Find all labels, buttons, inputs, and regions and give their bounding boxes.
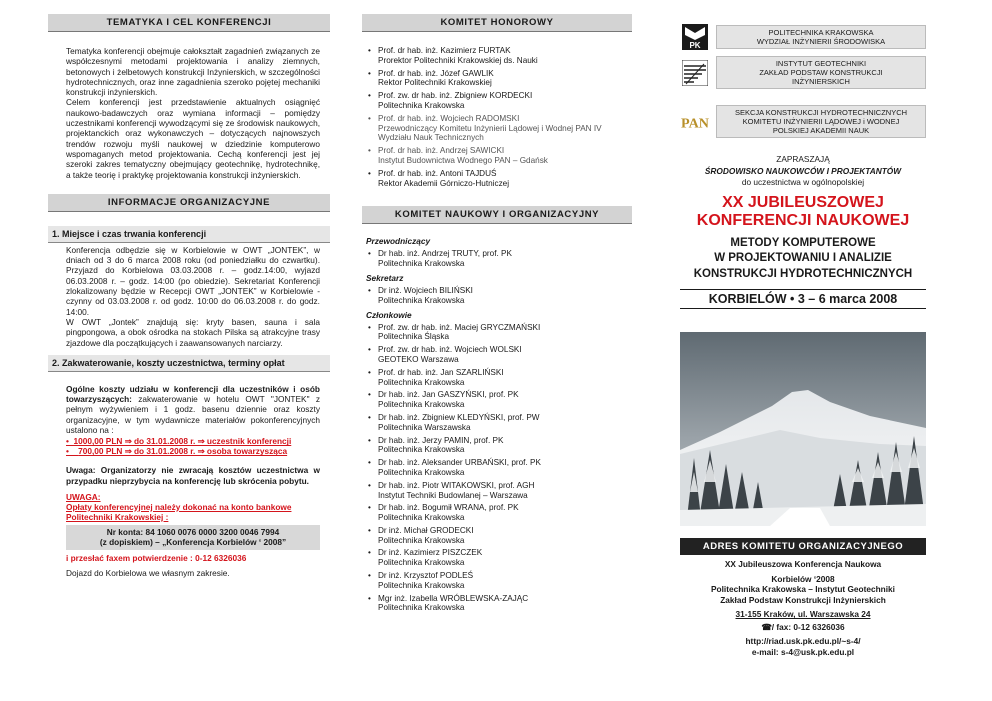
member-affiliation: Przewodniczący Komitetu Inżynierii Lądowej i Wodnej PAN IV Wydziału Nauk Technicznych (378, 123, 602, 143)
topic-line-3: KONSTRUKCJI HYDROTECHNICZNYCH (693, 267, 913, 280)
winter-landscape-photo (680, 332, 926, 526)
honor-committee-list (362, 46, 632, 188)
org-pan-text: SEKCJA KONSTRUKCJI HYDROTECHNICZNYCH KOMITETU INŻYNIERII LĄDOWEJ i WODNEJ POLSKIEJ AKADEMII NAUK (716, 105, 926, 138)
committee-member (366, 458, 632, 478)
fee-participant: • 1000,00 PLN ⇒ do 31.01.2008 r. ⇒ uczestnik konferencji (66, 436, 292, 447)
svg-text:PK: PK (689, 41, 701, 50)
committee-member (366, 436, 632, 456)
member-name: • Dr inż. Krzysztof PODLEŚ (378, 571, 474, 581)
committee-member (366, 46, 632, 66)
committee-member (366, 413, 632, 433)
costs-bold: Ogólne koszty udziału w konferencji dla uczestników i osób towarzyszących: (66, 383, 320, 405)
org-pk-text: POLITECHNIKA KRAKOWSKA WYDZIAŁ INŻYNIERII ŚRODOWISKA (716, 25, 926, 49)
section-1-paragraph-1: Konferencja odbędzie się w Korbielowie w OWT „JONTEK”, w dniach od 3 do 6 marca 2008 roku (od poniedziałku do czwartku). Przyjazd do Korbielowa 03.03.2008 r. – godz.14:00, wyjazd 06.03.2008 r. – godz. 14:00 (po obiedzie). Sekretariat Konferencji zlokalizowany będzie w Recepcji OWT „JONTEK” w Korbielowie - czynny od 03.03.2008 r. od godz. 10:00 do 06.03.2008 r. do godz. 14:00. (66, 244, 320, 317)
fee-list (66, 436, 320, 456)
member-affiliation: Politechnika Krakowska (378, 259, 465, 269)
member-name: • Prof. dr hab. inż. Józef GAWLIK (378, 68, 494, 78)
member-affiliation: Politechnika Krakowska (378, 100, 465, 110)
conference-title-1: XX JUBILEUSZOWEJ (722, 193, 884, 211)
fee-companion: • 700,00 PLN ⇒ do 31.01.2008 r. ⇒ osoba towarzysząca (66, 446, 288, 457)
member-name: • Prof. dr hab. inż. Antoni TAJDUŚ (378, 168, 497, 178)
org-geotech-text: INSTYTUT GEOTECHNIKI ZAKŁAD PODSTAW KONSTRUKCJI INŻYNIERSKICH (716, 56, 926, 89)
secretary-label: Sekretarz (366, 272, 404, 283)
committee-member (366, 286, 632, 306)
chair-list (366, 249, 632, 269)
member-affiliation: Politechnika Krakowska (378, 513, 465, 523)
pk-logo-icon (682, 24, 708, 50)
member-affiliation: Politechnika Warszawska (378, 422, 471, 432)
member-name: • Dr hab. inż. Andrzej TRUTY, prof. PK (378, 249, 512, 259)
member-name: • Mgr inż. Izabella WRÓBLEWSKA-ZAJĄC (378, 593, 529, 603)
member-name: • Prof. zw. dr hab. inż. Zbigniew KORDECKI (378, 91, 533, 101)
member-name: • Dr hab. inż. Bogumił WRANA, prof. PK (378, 503, 519, 513)
committee-member (366, 323, 632, 343)
member-name: • Dr hab. inż. Aleksander URBAŃSKI, prof. PK (378, 458, 541, 468)
travel-note: Dojazd do Korbielowa we własnym zakresie. (66, 567, 230, 578)
committee-member (366, 481, 632, 501)
member-name: • Dr hab. inż. Zbigniew KLEDYŃSKI, prof. PW (378, 412, 540, 422)
honor-committee-header: KOMITET HONOROWY (362, 14, 632, 32)
address-line-3: Politechnika Krakowska – Instytut Geotechniki (711, 584, 895, 594)
member-affiliation: Politechnika Śląska (378, 332, 449, 342)
committee-member (366, 368, 632, 388)
member-affiliation: Politechnika Krakowska (378, 558, 465, 568)
theme-header: TEMATYKA I CEL KONFERENCJI (48, 14, 330, 32)
website-url[interactable]: http://riad.usk.pk.edu.pl/~s-4/ (745, 636, 861, 646)
committee-member (366, 69, 632, 89)
members-label: Członkowie (366, 309, 412, 320)
committee-member (366, 503, 632, 523)
invite-line-2: ŚRODOWISKO NAUKOWCÓW I PROJEKTANTÓW (704, 165, 902, 176)
member-affiliation: Politechnika Krakowska (378, 295, 465, 305)
costs-paragraph (66, 384, 320, 435)
section-1-paragraph-2: W OWT „Jontek” znajdują się: kryty basen, sauna i sala pingpongowa, a obok ośrodka na stokach Pilska są atrakcyjne trasy zjazdowe dla początkujących i zaawansowanych narciarzy. (66, 316, 320, 348)
topic-line-1: METODY KOMPUTEROWE (730, 236, 876, 249)
fax-confirmation: i przesłać faxem potwierdzenie : 0-12 6326036 (66, 552, 247, 563)
member-name: • Dr hab. inż. Piotr WITAKOWSKI, prof. AGH (378, 480, 535, 490)
member-affiliation: Politechnika Krakowska (378, 445, 465, 455)
invite-line-3: do uczestnictwa w ogólnopolskiej (741, 177, 865, 187)
column-left (48, 0, 330, 578)
member-affiliation: Politechnika Krakowska (378, 377, 465, 387)
address-line-1: XX Jubileuszowa Konferencja Naukowa (724, 559, 882, 569)
committee-member (366, 146, 632, 166)
address-header: ADRES KOMITETU ORGANIZACYJNEGO (680, 538, 926, 555)
column-right (680, 0, 946, 701)
committee-member (366, 345, 632, 365)
phone-fax-line: ☎/ fax: 0-12 6326036 (761, 621, 845, 632)
member-name: • Prof. dr hab. inż. Wojciech RADOMSKI (378, 113, 520, 123)
committee-member (366, 114, 632, 143)
member-name: • Dr hab. inż. Jan GASZYŃSKI, prof. PK (378, 390, 519, 400)
member-affiliation: Politechnika Krakowska (378, 535, 465, 545)
org-row-geotech (680, 56, 926, 89)
committee-member (366, 390, 632, 410)
member-affiliation: Rektor Politechniki Krakowskiej (378, 78, 492, 88)
address-line-4: Zakład Podstaw Konstrukcji Inżynierskich (720, 594, 886, 605)
theme-paragraph-2: Celem konferencji jest przedstawienie aktualnych osiągnięć naukowo-badawczych oraz wymiana informacji – pomiędzy uczestnikami konferencji wywodzącymi się ze środowisk naukowych, projektanckich oraz wykonawczych – dotyczących najnowszych trendów rozwoju myśli naukowej w dziedzinie komputerowo wspomaganych metod projektowania. Cechą konferencji jest jej szeroki zakres tematyczny obejmujący geotechnikę, hydrotechnikę, a także teorię i praktykę projektowania konstrukcji inżynierskich. (66, 97, 320, 180)
members-list (366, 323, 632, 614)
pan-logo-icon (680, 111, 710, 133)
phone-icon: ☎ (761, 621, 772, 632)
topic-line-2: W PROJEKTOWANIU I ANALIZIE (714, 252, 892, 264)
member-affiliation: Prorektor Politechniki Krakowskiej ds. Nauki (378, 55, 538, 65)
conference-title-2: KONFERENCJI NAUKOWEJ (696, 211, 910, 229)
bank-account-number: Nr konta: 84 1060 0076 0000 3200 0046 7994 (106, 526, 280, 537)
member-name: • Prof. zw. dr hab. inż. Wojciech WOLSKI (378, 345, 522, 355)
column-middle (362, 0, 632, 616)
member-affiliation: Politechnika Krakowska (378, 580, 465, 590)
theme-paragraph-1: Tematyka konferencji obejmuje całokształt zagadnień związanych ze współczesnymi metodami projektowania i analizy ziemnych, betonowych i żelbetowych konstrukcji Inżynierskich, w szczególności hydrotechnicznych, oraz inne zagadnienia szeroko pojętej mechaniki konstrukcji inżynierskich. (66, 46, 320, 98)
member-name: • Prof. dr hab. inż. Jan SZARLIŃSKI (378, 367, 504, 377)
geotech-logo-icon (682, 60, 708, 86)
member-affiliation: Instytut Budownictwa Wodnego PAN – Gdańsk (378, 155, 548, 165)
member-name: • Dr inż. Kazimierz PISZCZEK (378, 548, 483, 558)
bank-account-note: (z dopiskiem) – „Konferencja Korbielów ‘ 2008” (99, 537, 287, 548)
refund-warning: Uwaga: Organizatorzy nie zwracają kosztów uczestnictwa w przypadku nieprzybycia na konferencję lub skrócenia pobytu. (66, 465, 320, 486)
member-name: • Dr inż. Michał GRODECKI (378, 525, 474, 535)
member-affiliation: Rektor Akademii Górniczo-Hutniczej (378, 178, 510, 188)
committee-member (366, 91, 632, 111)
member-affiliation: Politechnika Krakowska (378, 400, 465, 410)
member-name: • Prof. zw. dr hab. inż. Maciej GRYCZMAŃSKI (378, 322, 541, 332)
email-address[interactable]: e-mail: s-4@usk.pk.edu.pl (751, 646, 855, 657)
svg-text:PAN: PAN (681, 114, 709, 131)
committee-member (366, 571, 632, 591)
address-line-2: Korbielów ‘2008 (771, 573, 835, 584)
committee-member (366, 548, 632, 568)
member-name: • Dr inż. Wojciech BILIŃSKI (378, 285, 473, 295)
member-affiliation: Instytut Techniki Budowlanej – Warszawa (378, 490, 528, 500)
invite-line-1: ZAPRASZAJĄ (776, 154, 830, 164)
invitation-block (680, 154, 926, 309)
member-name: • Dr hab. inż. Jerzy PAMIN, prof. PK (378, 435, 504, 445)
bank-account-box (66, 525, 320, 550)
costs-rest: zakwaterowanie w hotelu OWT "JONTEK" z pełnym wyżywieniem i 1 godz. basenu dziennie oraz koszty organizacyjne, w tym wydawnicze materiałów pokonferencyjnych ustalono na : (66, 394, 320, 436)
committee-member (366, 249, 632, 269)
address-block (680, 538, 926, 657)
org-row-pk (680, 24, 926, 50)
committee-member (366, 594, 632, 614)
uwaga-text: Opłaty konferencyjnej należy dokonać na konto bankowe Politechniki Krakowskiej : (66, 501, 292, 522)
member-affiliation: Politechnika Krakowska (378, 467, 465, 477)
member-affiliation: Politechnika Krakowska (378, 603, 465, 613)
section-1-title: 1. Miejsce i czas trwania konferencji (48, 226, 330, 243)
secretary-list (366, 286, 632, 306)
info-header: INFORMACJE ORGANIZACYJNE (48, 194, 330, 212)
section-2-title: 2. Zakwaterowanie, koszty uczestnictwa, terminy opłat (48, 355, 330, 372)
member-name: • Prof. dr hab. inż. Kazimierz FURTAK (378, 46, 511, 55)
place-date: KORBIELÓW • 3 – 6 marca 2008 (680, 289, 926, 309)
committee-member (366, 526, 632, 546)
org-row-pan (680, 105, 926, 138)
scientific-committee-header: KOMITET NAUKOWY I ORGANIZACYJNY (362, 206, 632, 224)
address-line-5: 31-155 Kraków, ul. Warszawska 24 (735, 609, 871, 619)
committee-member (366, 169, 632, 189)
chair-label: Przewodniczący (366, 236, 431, 247)
member-affiliation: GEOTEKO Warszawa (378, 354, 459, 364)
uwaga-label: UWAGA: (66, 491, 101, 502)
member-name: • Prof. dr hab. inż. Andrzej SAWICKI (378, 146, 505, 156)
